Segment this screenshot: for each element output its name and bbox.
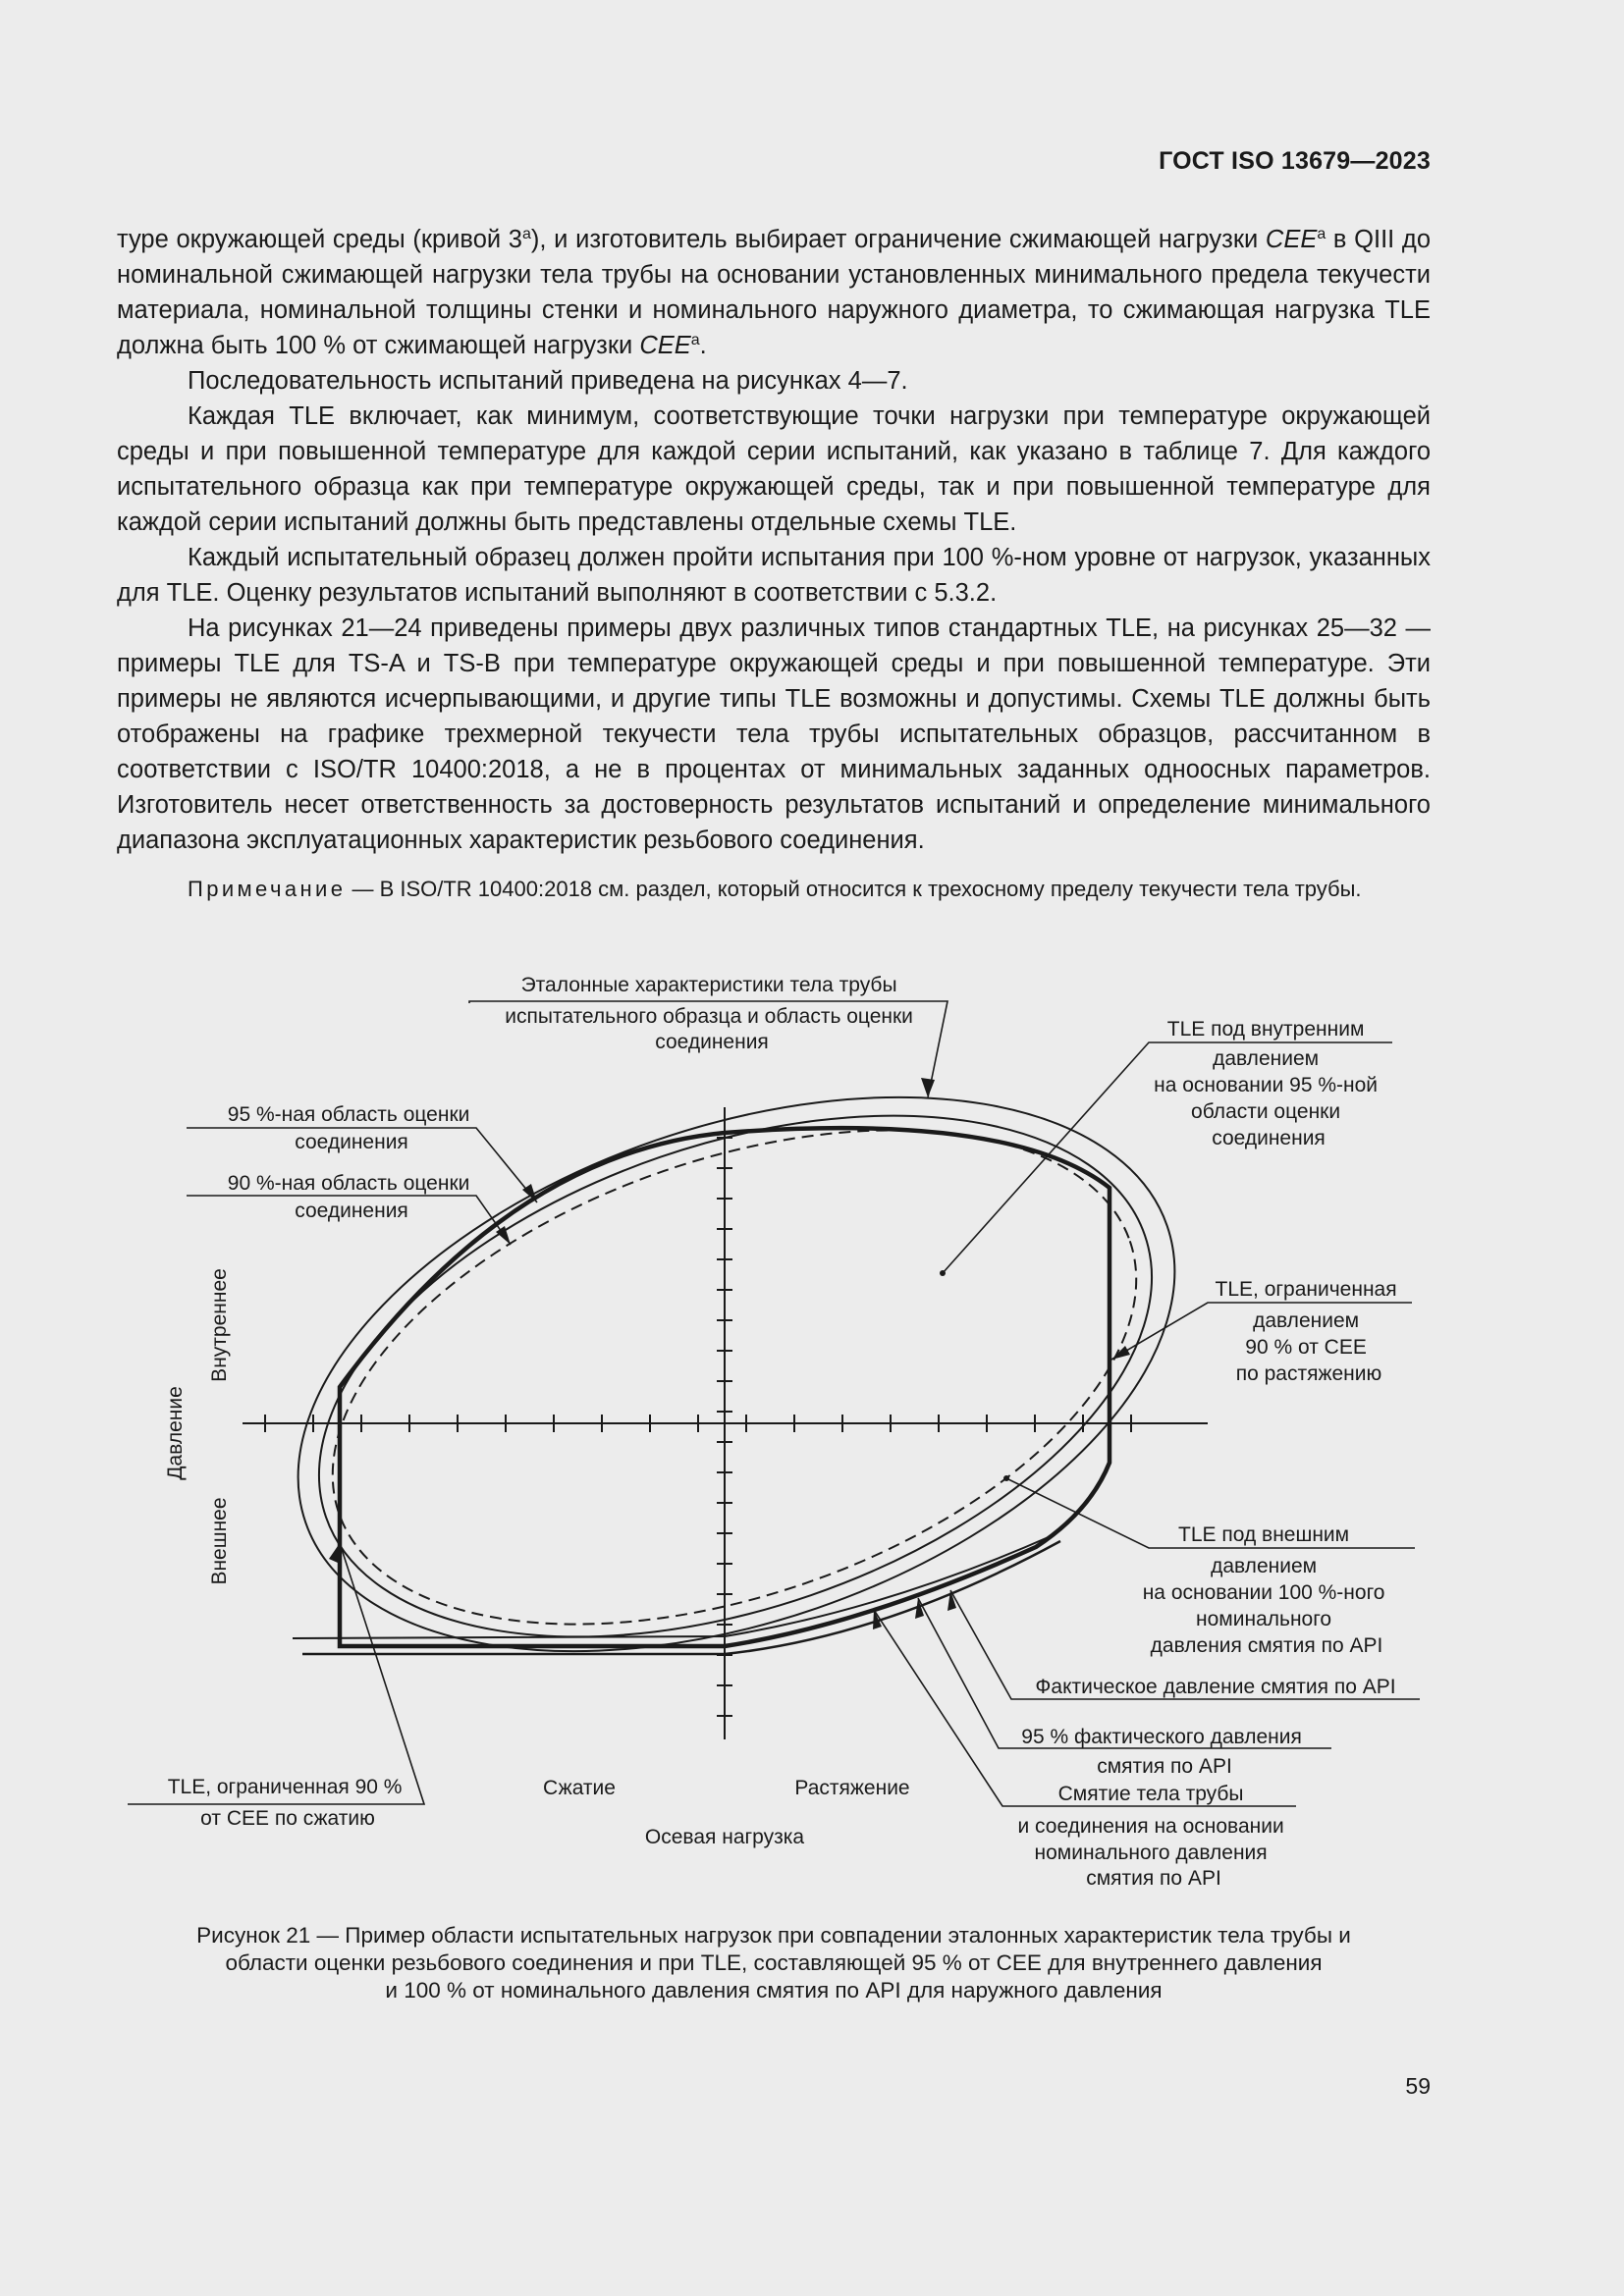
label-reference: Эталонные характеристики тела трубы испытательного образца и область оценки соединения bbox=[505, 974, 913, 1053]
axis-label-pressure: Давление bbox=[164, 1386, 187, 1480]
dot-tle-external bbox=[1003, 1475, 1009, 1481]
note bbox=[117, 874, 1431, 904]
arrow-tle-tension bbox=[1111, 1346, 1130, 1360]
label-tle-internal: TLE под внутренним давлением на основании 95 %-ной области оценки соединения bbox=[1154, 1018, 1379, 1149]
caption-line-2: области оценки резьбового соединения и при TLE, составляющей 95 % от CEE для внутреннего давления bbox=[225, 1950, 1323, 1975]
arrow-reference bbox=[921, 1078, 935, 1097]
page-number: 59 bbox=[1405, 2073, 1431, 2099]
axis-label-internal: Внутреннее bbox=[208, 1268, 231, 1382]
caption-line-1: Рисунок 21 — Пример области испытательных нагрузок при совпадении эталонных характеристик тела трубы и bbox=[196, 1923, 1351, 1948]
label-tle-external: TLE под внешним давлением на основании 100 %-ного номинального давления смятия по API bbox=[1142, 1523, 1385, 1657]
axis-label-external: Внешнее bbox=[208, 1497, 231, 1585]
paragraph-5: На рисунках 21—24 приведены примеры двух различных типов стандартных TLE, на рисунках 25—32 — примеры TLE для TS-A и TS-B при температуре окружающей среды и при повышенной температуре. Эти примеры не являются исчерпывающими, и другие типы TLE возможны и допустимы. Схемы TLE должны быть отображены на графике трехмерной текучести тела трубы испытательных образцов, рассчитанном в соответствии с ISO/TR 10400:2018, а не в процентах от минимальных заданных одноосных параметров. Изготовитель несет ответственность за достоверность результатов испытаний и определение минимального диапазона эксплуатационных характеристик резьбового соединения. bbox=[117, 614, 1431, 854]
dot-tle-internal bbox=[940, 1270, 946, 1276]
paragraph-4: Каждый испытательный образец должен пройти испытания при 100 %-ном уровне от нагрузок, указанных для TLE. Оценку результатов испытаний выполняют в соответствии с 5.3.2. bbox=[117, 544, 1431, 607]
leader-tle-compression bbox=[128, 1543, 424, 1804]
note-text: — В ISO/TR 10400:2018 см. раздел, который относится к трехосному пределу текучести тела трубы. bbox=[346, 877, 1362, 901]
figure-21 bbox=[0, 942, 1624, 1904]
body-text bbox=[117, 222, 1431, 904]
note-label: Примечание bbox=[188, 877, 347, 901]
paragraph-2: Последовательность испытаний приведена на рисунках 4—7. bbox=[188, 367, 908, 395]
label-body-collapse: Смятие тела трубы и соединения на основании номинального давления смятия по API bbox=[1017, 1783, 1284, 1890]
label-95-collapse: 95 % фактического давления смятия по API bbox=[1021, 1726, 1302, 1778]
figure-caption bbox=[117, 1922, 1431, 2004]
figure-svg bbox=[0, 942, 1624, 1904]
label-actual-collapse: Фактическое давление смятия по API bbox=[1035, 1676, 1396, 1698]
label-tle-compression: TLE, ограниченная 90 % от CEE по сжатию bbox=[167, 1776, 403, 1830]
label-90-area: 90 %-ная область оценки соединения bbox=[227, 1172, 470, 1222]
caption-line-3: и 100 % от номинального давления смятия по API для наружного давления bbox=[385, 1978, 1163, 2002]
document-header: ГОСТ ISO 13679—2023 bbox=[1159, 147, 1431, 175]
axis-label-tension: Растяжение bbox=[794, 1777, 910, 1799]
paragraph-3: Каждая TLE включает, как минимум, соответствующие точки нагрузки при температуре окружающей среды и при повышенной температуре для каждой серии испытаний, как указано в таблице 7. Для каждого испытательного образца как при температуре окружающей среды, так и при повышенной температуре для каждой серии испытаний должны быть представлены отдельные схемы TLE. bbox=[117, 402, 1431, 536]
label-tle-tension: TLE, ограниченная давлением 90 % от CEE по растяжению bbox=[1215, 1278, 1397, 1385]
label-95-area: 95 %-ная область оценки соединения bbox=[227, 1103, 470, 1153]
axis-label-compression: Сжатие bbox=[543, 1777, 616, 1799]
paragraph-1: туре окружающей среды (кривой 3$^a$), и изготовитель выбирает ограничение сжимающей нагрузки CEE$^a$ в QIII до номинальной сжимающей нагрузки тела трубы на основании установленных минимального предела текучести материала, номинальной толщины стенки и номинального наружного диаметра, то сжимающая нагрузка TLE должна быть 100 % от сжимающей нагрузки CEE$^a$. bbox=[117, 226, 1431, 359]
axis-label-axial: Осевая нагрузка bbox=[644, 1826, 805, 1848]
